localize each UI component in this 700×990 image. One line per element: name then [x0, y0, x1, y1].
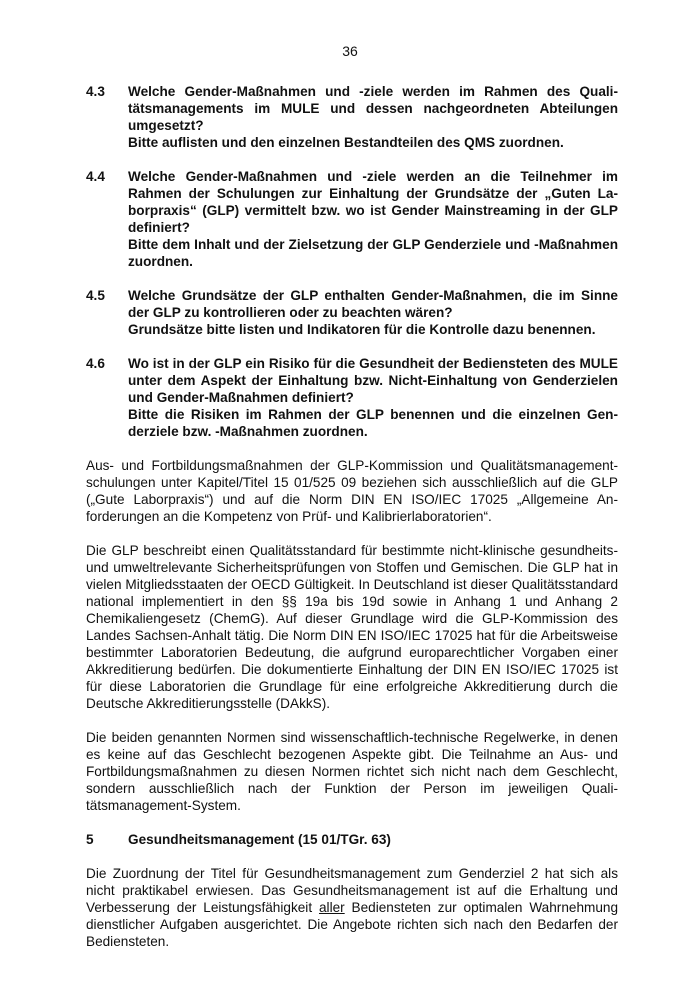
question-number: 4.4: [86, 169, 105, 184]
question-4-3: [86, 83, 618, 151]
question-text: Welche Gender-Maßnahmen und -ziele werden an die Teilnehmer im Rahmen der Schulungen zur Einhaltung der Grundsätze der „Guten Laborpraxis“ (GLP) vermittelt bzw. wo ist Gender Mainstreaming in der GLP definiert?: [128, 169, 618, 235]
paragraph: Die beiden genannten Normen sind wissenschaftlich-technische Regelwerke, in denen es keine auf das Geschlecht bezogenen Aspekte gibt. Die Teilnahme an Aus- und Fortbildungsmaßnahmen zu diesen Normen richtet sich nicht nach dem Geschlecht, sondern ausschließlich nach der Funktion der Person im jeweiligen Qualitätsmanagement-System.: [86, 730, 618, 813]
question-instruction: Bitte die Risiken im Rahmen der GLP benennen und die einzelnen Genderziele bzw. -Maßnahmen zuordnen.: [128, 407, 618, 439]
question-instruction: Bitte dem Inhalt und der Zielsetzung der GLP Genderziele und -Maßnahmen zuordnen.: [128, 237, 618, 269]
final-paragraph: [86, 865, 618, 950]
question-4-5: [86, 287, 618, 338]
paragraph: Aus- und Fortbildungsmaßnahmen der GLP-Kommission und Qualitätsmanagementschulungen unter Kapitel/Titel 15 01/525 09 beziehen sich ausschließlich auf die GLP („Gute Laborpraxis“) und auf die Norm DIN EN ISO/IEC 17025 „Allgemeine Anforderungen an die Kompetenz von Prüf- und Kalibrierlaboratorien“.: [86, 458, 618, 524]
question-text: Welche Grundsätze der GLP enthalten Gender-Maßnahmen, die im Sinne der GLP zu kontrollieren oder zu beachten wären?: [128, 288, 618, 320]
question-instruction: Grundsätze bitte listen und Indikatoren für die Kontrolle dazu benennen.: [128, 322, 596, 337]
question-4-6: [86, 355, 618, 440]
page-number: 36: [342, 43, 358, 59]
question-4-4: [86, 168, 618, 270]
emphasis-underlined: aller: [318, 900, 345, 915]
question-number: 4.6: [86, 356, 105, 371]
question-number: 4.5: [86, 288, 105, 303]
question-text: Welche Gender-Maßnahmen und -ziele werden im Rahmen des Qualitätsmanagements im MULE und dessen nachgeordneten Abteilungen umgesetzt?: [128, 84, 618, 133]
section-heading: [86, 831, 618, 848]
page-content: [86, 83, 618, 967]
final-paragraph-text-1: Die Zuordnung der Titel für Gesundheitsmanagement zum Genderziel 2 hat sich als nicht praktikabel erwiesen. Das Gesundheitsmanagement ist auf die Erhaltung und Verbesserung der Leistungsfähigkeit: [86, 866, 618, 915]
final-paragraph-text-2: Bediensteten zur optimalen Wahrnehmung dienstlicher Aufgaben ausgerichtet. Die Angebote richten sich nach den Bedarfen der Bediensteten.: [86, 900, 619, 949]
question-instruction: Bitte auflisten und den einzelnen Bestandteilen des QMS zuordnen.: [128, 135, 564, 150]
question-number: 4.3: [86, 84, 105, 99]
section-title: Gesundheitsmanagement (15 01/TGr. 63): [128, 832, 391, 847]
section-number: 5: [86, 832, 94, 847]
question-text: Wo ist in der GLP ein Risiko für die Gesundheit der Bediensteten des MULE unter dem Aspekt der Einhaltung bzw. Nicht-Einhaltung von Genderzielen und Gender-Maßnahmen definiert?: [128, 356, 618, 405]
paragraph: Die GLP beschreibt einen Qualitätsstandard für bestimmte nicht-klinische gesundheits- und umweltrelevante Sicherheitsprüfungen von Stoffen und Gemischen. Die GLP hat in vielen Mitgliedsstaaten der OECD Gültigkeit. In Deutschland ist dieser Qualitätsstandard national implementiert in den §§ 19a bis 19d sowie in Anhang 1 und Anhang 2 Chemikaliengesetz (ChemG). Auf dieser Grundlage wird die GLP-Kommission des Landes Sachsen-Anhalt tätig. Die Norm DIN EN ISO/IEC 17025 hat für die Arbeitsweise bestimmter Laboratorien Bedeutung, die aufgrund europarechtlicher Vorgaben einer Akkreditierung bedürfen. Die dokumentierte Einhaltung der DIN EN ISO/IEC 17025 ist für diese Laboratorien die Grundlage für eine erfolgreiche Akkreditierung durch die Deutsche Akkreditierungsstelle (DAkkS).: [86, 543, 618, 711]
